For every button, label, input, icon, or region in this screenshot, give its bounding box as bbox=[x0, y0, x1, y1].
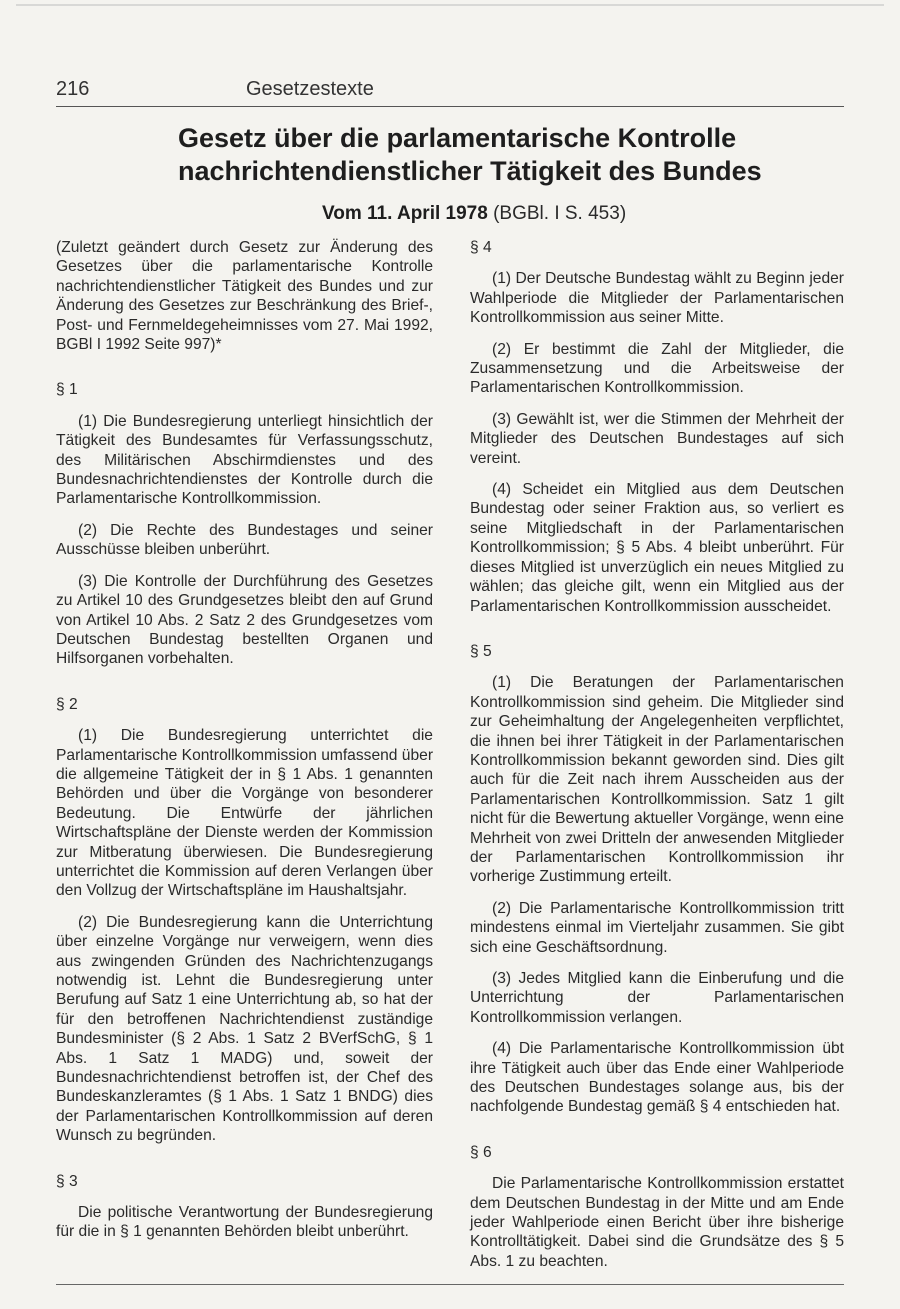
section-4-para-4: (4) Scheidet ein Mitglied aus dem Deutschen Bundestag oder seiner Fraktion aus, so verliert es seine Mitgliedschaft in der Parlamentarischen Kontrollkommission; § 5 Abs. 4 bleibt unberührt. Für dieses Mitglied ist unverzüglich ein neues Mitglied zu wählen; das gleiche gilt, wenn ein Mitglied aus der Parlamentarischen Kontrollkommission ausscheidet. bbox=[470, 481, 844, 615]
section-4-para-2: (2) Er bestimmt die Zahl der Mitglieder, die Zusammensetzung und die Arbeitsweise der Parlamentarischen Kontrollkommission. bbox=[470, 340, 844, 397]
section-4-para-3: (3) Gewählt ist, wer die Stimmen der Mehrheit der Mitglieder des Deutschen Bundestages auf sich vereint. bbox=[470, 410, 844, 467]
section-1-para-3: (3) Die Kontrolle der Durchführung des Gesetzes zu Artikel 10 des Grundgesetzes bleibt den auf Grund von Artikel 10 Abs. 2 Satz 2 des Grundgesetzes vom Deutschen Bundestag bestellten Organen und Hilfsorganen vorbehalten. bbox=[56, 572, 433, 668]
amendment-note: (Zuletzt geändert durch Gesetz zur Änderung des Gesetzes über die parlamentarische Kontrolle nachrichtendienstlicher Tätigkeit des Bundes und zur Änderung des Gesetzes zur Beschränkung des Brief-, Post- und Fernmeldegeheimnisses vom 27. Mai 1992, BGBl I 1992 Seite 997)* bbox=[56, 239, 433, 354]
section-2-para-2: (2) Die Bundesregierung kann die Unterrichtung über einzelne Vorgänge nur verweigern, wenn dies aus zwingenden Gründen des Nachrichtenzugangs notwendig ist. Lehnt die Bundesregierung unter Berufung auf Satz 1 eine Unterrichtung ab, so hat der für den betroffenen Nachrichtendienst zuständige Bundesminister (§ 2 Abs. 1 Satz 2 BVerfSchG, § 1 Abs. 1 Satz 1 MADG) und, soweit der Bundesnachrichtendienst betroffen ist, der Chef des Bundeskanzleramtes (§ 1 Abs. 1 Satz 1 BNDG) dies der Parlamentarischen Kontrollkommission auf deren Wunsch zu begründen. bbox=[56, 913, 433, 1145]
right-column bbox=[470, 238, 844, 1283]
section-heading-4: § 4 bbox=[470, 239, 492, 256]
page-title: Gesetz über die parlamentarische Kontrolle nachrichtendienstlicher Tätigkeit des Bundes bbox=[178, 123, 762, 186]
scan-edge-line bbox=[16, 4, 884, 6]
section-1-para-1: (1) Die Bundesregierung unterliegt hinsichtlich der Tätigkeit des Bundesamtes für Verfassungsschutz, des Militärischen Abschirmdienstes und des Bundesnachrichtendienstes der Kontrolle durch die Parlamentarische Kontrollkommission. bbox=[56, 412, 433, 508]
section-3-para-1: Die politische Verantwortung der Bundesregierung für die in § 1 genannten Behörden bleibt unberührt. bbox=[56, 1204, 433, 1241]
law-date: Vom 11. April 1978 bbox=[322, 203, 488, 224]
page-number: 216 bbox=[56, 78, 90, 100]
section-heading-5: § 5 bbox=[470, 642, 492, 660]
section-heading-1: § 1 bbox=[56, 381, 78, 399]
header-rule bbox=[56, 106, 844, 107]
section-2-para-1: (1) Die Bundesregierung unterrichtet die Parlamentarische Kontrollkommission umfassend über die allgemeine Tätigkeit der in § 1 Abs. 1 genannten Behörden und über die Vorgänge von besonderer Bedeutung. Die Entwürfe der jährlichen Wirtschaftspläne der Dienste werden der Kommission zur Mitberatung überwiesen. Die Bundesregierung unterrichtet die Kommission auf deren Verlangen über den Vollzug der Wirtschaftspläne im Haushaltsjahr. bbox=[56, 727, 434, 900]
footer-rule bbox=[56, 1284, 844, 1285]
section-heading-6: § 6 bbox=[470, 1143, 492, 1161]
section-5-para-1: (1) Die Beratungen der Parlamentarischen Kontrollkommission sind geheim. Die Mitglieder sind zur Geheimhaltung der Angelegenheiten verpflichtet, die ihnen bei ihrer Tätigkeit in der Parlamentarischen Kontrollkommission bekannt geworden sind. Dies gilt auch für die Zeit nach ihrem Ausscheiden aus der Parlamentarischen Kontrollkommission. Satz 1 gilt nicht für die Bewertung aktueller Vorgänge, wenn eine Mehrheit von zwei Dritteln der anwesenden Mitglieder der Parlamentarischen Kontrollkommission ihr vorherige Zustimmung erteilt. bbox=[470, 674, 844, 886]
section-5-para-2: (2) Die Parlamentarische Kontrollkommission tritt mindestens einmal im Vierteljahr zusammen. Sie gibt sich eine Geschäftsordnung. bbox=[470, 899, 844, 956]
law-date-line bbox=[322, 203, 626, 225]
page-header bbox=[56, 78, 844, 108]
law-source: (BGBl. I S. 453) bbox=[493, 203, 627, 224]
section-6-para-1: Die Parlamentarische Kontrollkommission erstattet dem Deutschen Bundestag in der Mitte und am Ende jeder Wahlperiode einen Bericht über ihre bisherige Kontrolltätigkeit. Dabei sind die Grundsätze des § 5 Abs. 1 zu beachten. bbox=[470, 1175, 844, 1270]
section-5-para-4: (4) Die Parlamentarische Kontrollkommission übt ihre Tätigkeit auch über das Ende einer Wahlperiode des Deutschen Bundestages solange aus, bis der nachfolgende Bundestag gemäß § 4 entschieden hat. bbox=[470, 1040, 844, 1116]
left-column bbox=[56, 238, 433, 1254]
section-1-para-2: (2) Die Rechte des Bundestages und seiner Ausschüsse bleiben unberührt. bbox=[56, 521, 433, 559]
section-heading-3: § 3 bbox=[56, 1172, 78, 1190]
section-5-para-3: (3) Jedes Mitglied kann die Einberufung und die Unterrichtung der Parlamentarischen Kontrollkommission verlangen. bbox=[470, 970, 844, 1026]
section-4-para-1: (1) Der Deutsche Bundestag wählt zu Beginn jeder Wahlperiode die Mitglieder der Parlamentarischen Kontrollkommission aus seiner Mitte. bbox=[470, 270, 844, 327]
section-heading-2: § 2 bbox=[56, 695, 78, 713]
running-title: Gesetzestexte bbox=[246, 78, 374, 100]
